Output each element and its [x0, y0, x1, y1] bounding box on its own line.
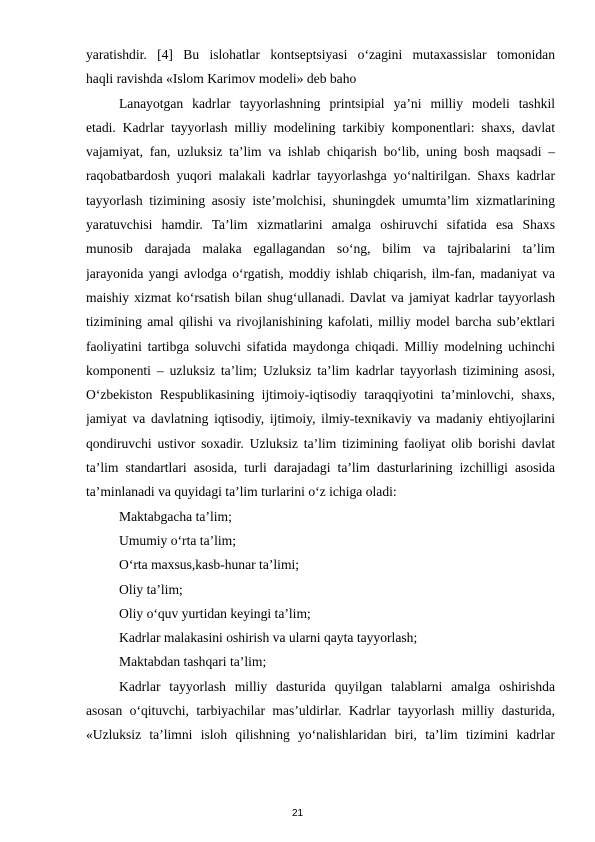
text-line: O‘zbekiston Respublikasining ijtimoiy-iqtisodiy taraqqiyotini ta’minlovchi, shaxs, — [86, 387, 555, 403]
text-line: jarayonida yangi avlodga o‘rgatish, moddiy ishlab chiqarish, ilm-fan, madaniyat va — [86, 265, 555, 281]
list-item: O‘rta maxsus,kasb-hunar ta’limi; — [119, 557, 300, 573]
list-item: Maktabgacha ta’lim; — [119, 508, 232, 524]
text-line: ta’minlanadi va quyidagi ta’lim turlarini o‘z ichiga oladi: — [86, 484, 397, 500]
text-line: haqli ravishda «Islom Karimov modeli» deb baho — [86, 71, 357, 87]
list-item: Umumiy o‘rta ta’lim; — [119, 532, 237, 548]
text-line: vajamiyat, fan, uzluksiz ta’lim va ishlab chiqarish bo‘lib, uning bosh maqsadi – — [86, 144, 555, 160]
text-line: ta’lim standartlari asosida, turli darajadagi ta’lim dasturlarining izchilligi asosida — [86, 460, 555, 476]
text-line: tayyorlash tizimining asosiy iste’molchisi, shuningdek umumta’lim xizmatlarining — [86, 192, 555, 208]
list-item: Kadrlar malakasini oshirish va ularni qayta tayyorlash; — [119, 630, 418, 646]
list-item: Maktabdan tashqari ta’lim; — [119, 654, 267, 670]
text-line: Kadrlar tayyorlash milliy dasturida quyilgan talablarni amalga oshirishda — [119, 678, 555, 694]
text-line: yaratuvchisi hamdir. Ta’lim xizmatlarini amalga oshiruvchi sifatida esa Shaxs — [86, 217, 555, 233]
text-line: «Uzluksiz ta’limni isloh qilishning yo‘nalishlaridan biri, ta’lim tizimini kadrlar — [86, 727, 555, 743]
text-line: tizimining amal qilishi va rivojlanishining kafolati, milliy model barcha sub’ektlari — [86, 314, 555, 330]
text-line: maishiy xizmat ko‘rsatish bilan shug‘ullanadi. Davlat va jamiyat kadrlar tayyorlash — [86, 289, 555, 305]
paragraph-1 — [86, 43, 555, 92]
text-line: komponenti – uzluksiz ta’lim; Uzluksiz ta’lim kadrlar tayyorlash tizimining asosi, — [86, 362, 555, 378]
page-number: 21 — [291, 808, 304, 819]
text-line: qondiruvchi ustivor soxadir. Uzluksiz ta’lim tizimining faoliyat olib borishi davlat — [86, 435, 555, 451]
list-item: Oliy ta’lim; — [119, 581, 183, 597]
paragraph-2 — [86, 92, 555, 505]
text-line: jamiyat va davlatning iqtisodiy, ijtimoiy, ilmiy-texnikaviy va madaniy ehtiyojlarini — [86, 411, 555, 427]
text-line: faoliyatini tartibga soluvchi sifatida maydonga chiqadi. Milliy modelning uchinchi — [86, 338, 555, 354]
text-line: yaratishdir. [4] Bu islohatlar kontseptsiyasi o‘zagini mutaxassislar tomonidan — [86, 47, 555, 62]
text-line: asosan o‘qituvchi, tarbiyachilar mas’uldirlar. Kadrlar tayyorlash milliy dasturida, — [86, 703, 555, 719]
text-line: etadi. Kadrlar tayyorlash milliy modelining tarkibiy komponentlari: shaxs, davlat — [86, 119, 555, 135]
education-types-list — [86, 505, 555, 675]
list-item: Oliy o‘quv yurtidan keyingi ta’lim; — [119, 605, 311, 621]
paragraph-3 — [86, 675, 555, 748]
text-line: raqobatbardosh yuqori malakali kadrlar tayyorlashga yo‘naltirilgan. Shaxs kadrlar — [86, 168, 555, 184]
text-line: Lanayotgan kadrlar tayyorlashning printsipial ya’ni milliy modeli tashkil — [119, 95, 555, 111]
text-line: munosib darajada malaka egallagandan so‘ng, bilim va tajribalarini ta’lim — [86, 241, 555, 257]
document-body — [86, 43, 555, 748]
